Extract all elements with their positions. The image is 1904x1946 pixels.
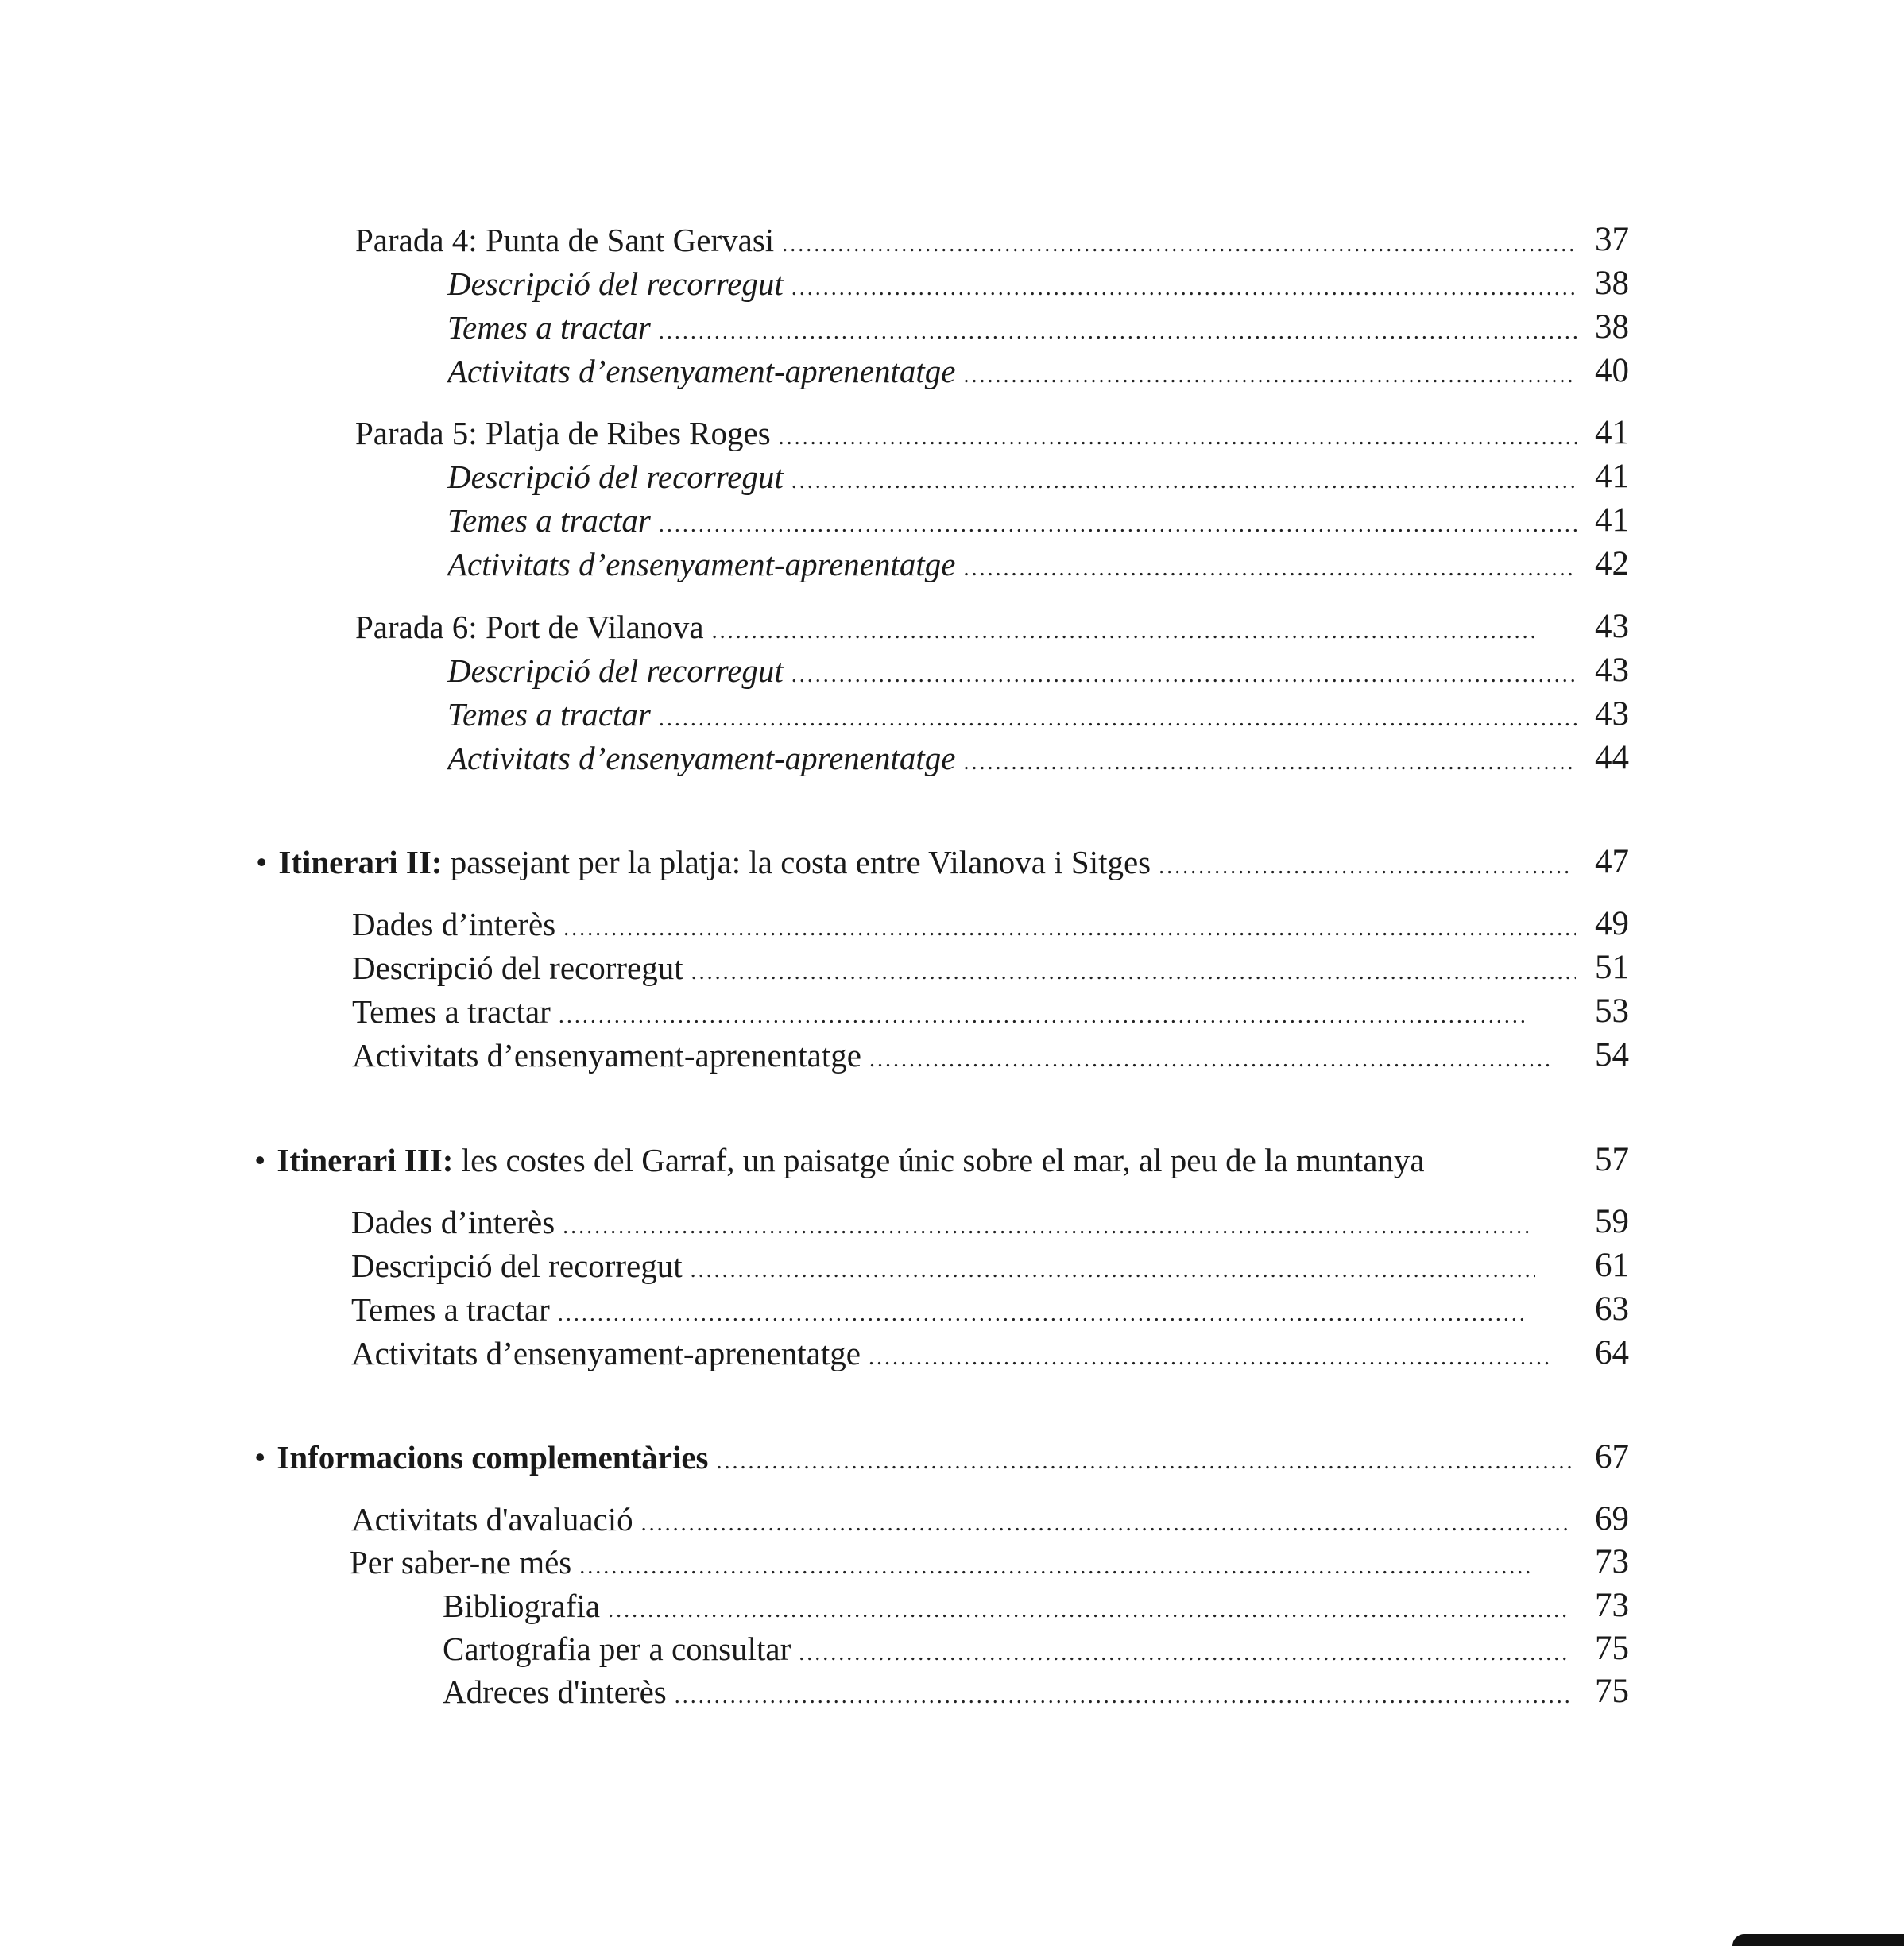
- toc-page-number: 69: [1595, 1500, 1629, 1538]
- dot-leader: [691, 950, 1576, 990]
- dot-leader: [691, 1248, 1535, 1288]
- toc-entry-label: Descripció del recorregut: [447, 458, 784, 495]
- toc-entry-temes: [351, 1287, 1629, 1332]
- toc-entry-parada-5: [355, 411, 1629, 455]
- dot-leader: [563, 1205, 1530, 1244]
- toc-entry-parada-4: [355, 218, 1629, 262]
- toc-page-number: 38: [1595, 308, 1629, 346]
- toc-entry-label: Parada 6: Port de Vilanova: [355, 609, 704, 645]
- toc-entry-descripcio: [351, 1244, 1629, 1288]
- toc-page-number: 42: [1595, 545, 1629, 582]
- toc-page-number: 44: [1595, 739, 1629, 776]
- toc-entry-label: Bibliografia: [443, 1588, 601, 1624]
- toc-entry-label: Cartografia per a consultar: [443, 1631, 791, 1667]
- toc-section-label: [254, 1138, 1433, 1182]
- dot-leader: [779, 416, 1577, 455]
- section-title: Informacions complementàries: [277, 1439, 709, 1476]
- toc-entry-label: Activitats d’ensenyament-aprenentatge: [351, 1335, 861, 1371]
- toc-entry-label: Activitats d’ensenyament-aprenentatge: [447, 740, 956, 776]
- dot-leader: [659, 310, 1577, 350]
- toc-page-number: 41: [1595, 501, 1629, 539]
- toc-entry-descripcio: [352, 946, 1629, 990]
- scan-edge-shadow: [1732, 1934, 1904, 1946]
- dot-leader: [963, 354, 1577, 393]
- toc-entry-temes: [352, 989, 1629, 1034]
- section-title: Itinerari II:: [278, 844, 443, 880]
- dot-leader: [675, 1674, 1571, 1714]
- toc-page-number: 75: [1595, 1673, 1629, 1710]
- dot-leader: [641, 1502, 1571, 1542]
- dot-leader: [791, 653, 1577, 693]
- toc-entry-label: Activitats d’ensenyament-aprenentatge: [447, 546, 956, 582]
- toc-entry-label: Activitats d’ensenyament-aprenentatge: [352, 1037, 861, 1074]
- toc-page-number: 38: [1595, 265, 1629, 302]
- toc-page-number: 40: [1595, 352, 1629, 389]
- toc-section-informacions: [254, 1435, 1629, 1480]
- toc-entry-label: Parada 4: Punta de Sant Gervasi: [355, 222, 775, 258]
- dot-leader: [791, 266, 1577, 306]
- dot-leader: [558, 1292, 1527, 1332]
- dot-leader: [579, 1545, 1530, 1584]
- toc-section-label: [256, 840, 1159, 884]
- toc-entry-activitats: [447, 542, 1629, 586]
- toc-page-number: 37: [1595, 221, 1629, 258]
- toc-entry-label: Dades d’interès: [351, 1204, 555, 1240]
- toc-section-itinerari-2: [256, 840, 1629, 884]
- toc-entry-parada-6: [355, 605, 1629, 649]
- toc-entry-label: Descripció del recorregut: [352, 950, 683, 986]
- toc-page-number: 73: [1595, 1543, 1629, 1580]
- toc-entry-label: Activitats d’ensenyament-aprenentatge: [447, 353, 956, 389]
- toc-page-number: 41: [1595, 458, 1629, 495]
- toc-entry-label: Temes a tractar: [447, 696, 651, 733]
- toc-entry-label: Dades d’interès: [352, 906, 556, 942]
- dot-leader: [791, 459, 1577, 499]
- dot-leader: [712, 609, 1539, 649]
- section-subtitle: passejant per la platja: la costa entre Vilanova i Sitges: [442, 844, 1151, 880]
- toc-page-number: 67: [1595, 1438, 1629, 1476]
- toc-page-number: 43: [1595, 652, 1629, 689]
- toc-entry-label: Parada 5: Platja de Ribes Roges: [355, 415, 771, 451]
- toc-entry-temes: [447, 692, 1629, 737]
- toc-entry-activitats: [351, 1331, 1629, 1375]
- toc-entry-cartografia: [443, 1627, 1629, 1671]
- toc-entry-label: Descripció del recorregut: [351, 1248, 683, 1284]
- toc-entry-dades: [352, 902, 1629, 946]
- dot-leader: [963, 547, 1577, 586]
- toc-entry-label: Descripció del recorregut: [447, 265, 784, 302]
- toc-entry-temes: [447, 498, 1629, 543]
- toc-entry-descripcio: [447, 261, 1629, 306]
- toc-entry-label: Temes a tractar: [352, 993, 551, 1030]
- toc-page-number: 41: [1595, 414, 1629, 451]
- section-title: Itinerari III:: [277, 1142, 454, 1178]
- toc-entry-label: Per saber-ne més: [350, 1544, 572, 1580]
- toc-section-itinerari-3: [254, 1138, 1629, 1182]
- toc-page-number: 59: [1595, 1203, 1629, 1240]
- toc-entry-activitats: [447, 736, 1629, 780]
- toc-section-label: [254, 1435, 717, 1480]
- dot-leader: [559, 994, 1528, 1034]
- toc-page-number: 75: [1595, 1630, 1629, 1667]
- toc-entry-descripcio: [447, 455, 1629, 499]
- dot-leader: [717, 1440, 1573, 1480]
- toc-page-number: 51: [1595, 949, 1629, 986]
- toc-page-number: 61: [1595, 1247, 1629, 1284]
- toc-page-number: 47: [1595, 843, 1629, 880]
- toc-entry-label: Temes a tractar: [351, 1291, 550, 1328]
- toc-page-number: 43: [1595, 608, 1629, 645]
- toc-entry-label: Temes a tractar: [447, 502, 651, 539]
- toc-entry-activitats: [447, 349, 1629, 393]
- toc-entry-descripcio: [447, 648, 1629, 693]
- toc-entry-label: Adreces d'interès: [443, 1673, 667, 1710]
- toc-page-number: 53: [1595, 992, 1629, 1030]
- toc-entry-temes: [447, 305, 1629, 350]
- section-subtitle: les costes del Garraf, un paisatge únic sobre el mar, al peu de la muntanya: [453, 1142, 1425, 1178]
- toc-entry-per-saber: [350, 1540, 1629, 1584]
- dot-leader: [869, 1038, 1552, 1077]
- dot-leader: [782, 222, 1577, 262]
- toc-page-number: 73: [1595, 1587, 1629, 1624]
- toc-entry-dades: [351, 1200, 1629, 1244]
- toc-entry-adreces: [443, 1669, 1629, 1714]
- toc-page-number: 54: [1595, 1036, 1629, 1074]
- toc-page-number: 43: [1595, 695, 1629, 733]
- toc-page-number: 63: [1595, 1290, 1629, 1328]
- dot-leader: [799, 1631, 1571, 1671]
- toc-page-number: 64: [1595, 1334, 1629, 1371]
- toc-entry-activitats: [352, 1033, 1629, 1077]
- dot-leader: [963, 741, 1577, 780]
- toc-page-number: 57: [1595, 1141, 1629, 1178]
- dot-leader: [869, 1336, 1551, 1375]
- toc-entry-label: Descripció del recorregut: [447, 652, 784, 689]
- toc-entry-label: Activitats d'avaluació: [351, 1501, 633, 1538]
- toc-entry-label: Temes a tractar: [447, 309, 651, 346]
- dot-leader: [659, 697, 1577, 737]
- dot-leader: [563, 907, 1576, 946]
- toc-entry-bibliografia: [443, 1584, 1629, 1628]
- dot-leader: [608, 1588, 1571, 1628]
- dot-leader: [659, 503, 1577, 543]
- toc-page-number: 49: [1595, 905, 1629, 942]
- toc-entry-avaluacio: [351, 1497, 1629, 1542]
